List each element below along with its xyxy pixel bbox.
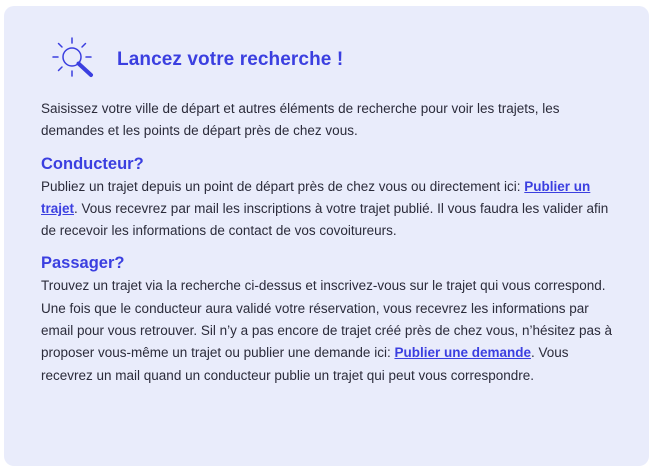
card-title: Lancez votre recherche ! xyxy=(117,49,344,70)
driver-text-before: Publiez un trajet depuis un point de départ près de chez vous ou directement ici: xyxy=(41,178,525,194)
card-content xyxy=(41,98,619,387)
info-card xyxy=(4,6,649,466)
search-icon xyxy=(46,34,102,86)
publish-request-link[interactable]: Publier une demande xyxy=(394,345,531,361)
passenger-text xyxy=(41,275,619,386)
driver-text xyxy=(41,176,619,243)
passenger-text-after: . Vous recevrez un mail quand un conducteur publie un trajet qui peut vous correspondre. xyxy=(41,345,569,383)
passenger-heading: Passager? xyxy=(41,254,125,273)
publish-trip-link[interactable]: Publier un trajet xyxy=(41,178,591,216)
driver-heading: Conducteur? xyxy=(41,154,144,173)
intro-text: Saisissez votre ville de départ et autres éléments de recherche pour voir les trajets, les demandes et les points de départ près de chez vous. xyxy=(41,101,560,139)
driver-text-after: . Vous recevrez par mail les inscriptions à votre trajet publié. Il vous faudra les valider afin de recevoir les informations de contact de vos covoitureurs. xyxy=(41,200,609,239)
passenger-text-before: Trouvez un trajet via la recherche ci-dessus et inscrivez-vous sur le trajet qui vous correspond. Une fois que le conducteur aura validé votre réservation, vous recevrez les informations par email pour vous retrouver. Sil n’y a pas encore de trajet créé près de chez vous, n’hésitez pas à proposer vous-même un trajet ou publier une demande ici: xyxy=(41,278,613,361)
card-header xyxy=(46,34,343,86)
